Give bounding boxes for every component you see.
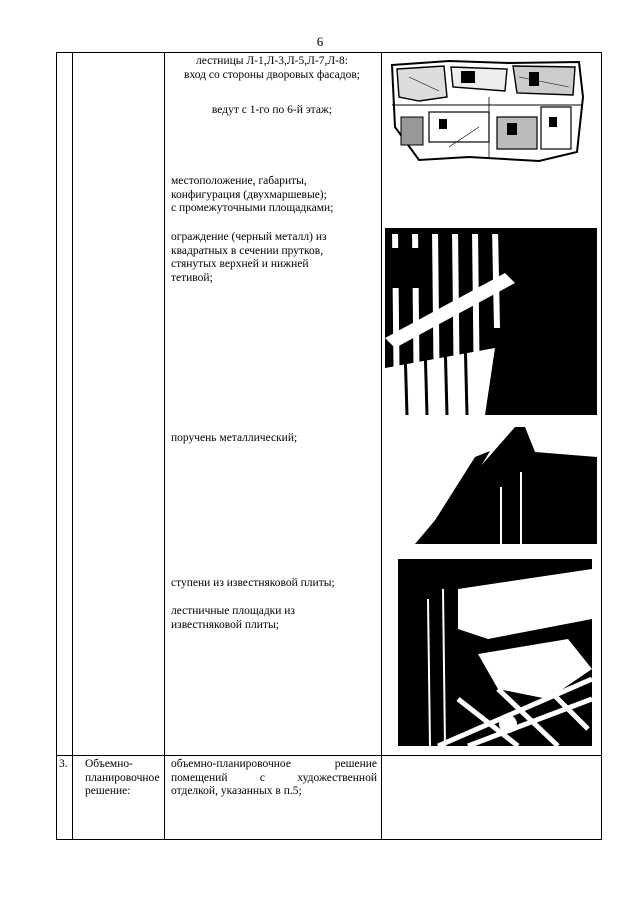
section-title-line-3: решение: (85, 785, 131, 797)
table-col-divider-2 (164, 52, 165, 840)
floors-text: ведут с 1-го по 6-й этаж; (211, 104, 333, 116)
configuration-line: конфигурация (двухмаршевые); (171, 188, 327, 201)
railing-line-4: тетивой; (171, 271, 213, 284)
handrail-text: поручень металлический; (171, 432, 298, 444)
railing-text (171, 231, 379, 285)
page-number: 6 (316, 34, 324, 49)
railing-line-3: стянутых верхней и нижней (171, 258, 309, 270)
planning-description (171, 758, 377, 799)
landing-slabs-line-1: лестничные площадки из (171, 605, 295, 617)
landing-slabs-text (171, 605, 379, 632)
table-border-right (601, 52, 602, 840)
location-line: местоположение, габариты, (171, 175, 307, 187)
table-col-divider-1 (72, 52, 73, 840)
planning-line-1: объемно-планировочное решение (171, 758, 377, 770)
railing-line-1: ограждение (черный металл) из (171, 231, 327, 243)
entrance-line: вход со стороны дворовых фасадов; (184, 68, 360, 81)
railing-photo (385, 228, 597, 415)
planning-line-2: помещений с художественной (171, 771, 377, 784)
table-row-divider (56, 755, 602, 756)
table-col-divider-3 (381, 52, 382, 840)
steps-text: ступени из известняковой плиты; (171, 577, 335, 589)
landings-line: с промежуточными площадками; (171, 202, 334, 214)
handrail-photo (385, 427, 597, 544)
planning-line-3: отделкой, указанных в п.5; (171, 785, 302, 797)
stairs-photo (398, 559, 592, 746)
table-border-left (56, 52, 57, 840)
section-title (85, 758, 163, 799)
section-title-line-1: Объемно- (85, 758, 133, 770)
table-border-bottom (56, 839, 602, 840)
location-text (171, 175, 379, 216)
section-title-line-2: планировочное (85, 771, 160, 784)
floor-plan-image (389, 57, 588, 169)
table-border-top (56, 52, 602, 53)
stairs-description-text (166, 55, 378, 82)
stairs-line: лестницы Л-1,Л-3,Л-5,Л-7,Л-8: (196, 55, 348, 67)
landing-slabs-line-2: известняковой плиты; (171, 618, 279, 631)
railing-line-2: квадратных в сечении прутков, (171, 244, 324, 257)
row-number: 3. (59, 758, 68, 770)
